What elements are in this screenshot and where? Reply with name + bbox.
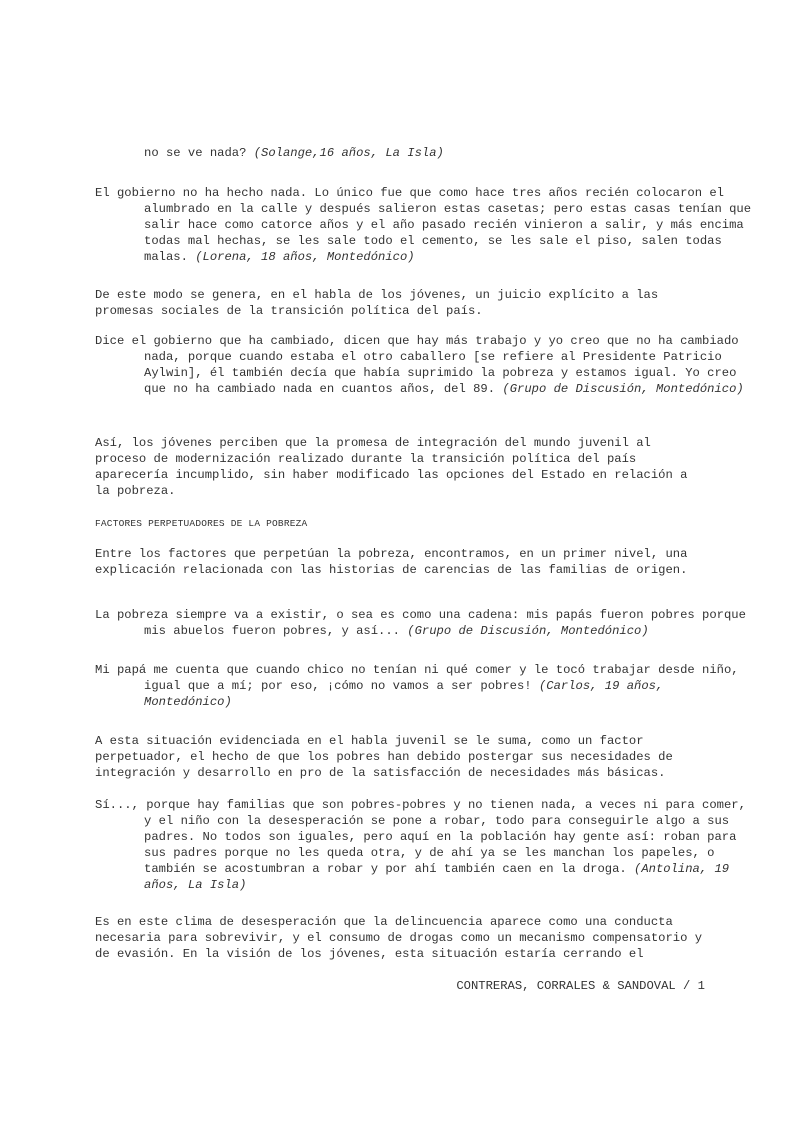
quote-text: Sí..., porque hay familias que son pobres-pobres y no tienen nada, a veces ni para comer, y el niño con la desesperación se pone a robar, todo para conseguirle algo a sus padres. No todos son iguales, pero aquí en la población hay gente así: roban para sus padres porque no les queda otra, y de ahí ya se les manchan los papeles, o también se acostumbran a robar y por ahí también caen en la droga. <box>95 798 746 876</box>
quote-source: (Grupo de Discusión, Montedónico) <box>502 382 744 396</box>
section-heading: FACTORES PERPETUADORES DE LA POBREZA <box>95 518 308 529</box>
paragraph-promesa-integracion: Así, los jóvenes perciben que la promesa de integración del mundo juvenil al proceso de modernización realizado durante la transición política del país aparecería incumplido, sin haber modificado las opciones del Estado en relación a la pobreza. <box>95 436 688 498</box>
paragraph-desesperacion: Es en este clima de desesperación que la delincuencia aparece como una conducta necesaria para sobrevivir, y el consumo de drogas como un mecanismo compensatorio y de evasión. En la visión de los jóvenes, esta situación estaría cerrando el <box>95 915 703 961</box>
quote-grupo-discusion-1 <box>95 333 756 397</box>
quote-source: (Solange,16 años, La Isla) <box>253 146 444 160</box>
quote-lorena <box>95 185 756 265</box>
quote-source: (Carlos, 19 años, Montedónico) <box>144 679 664 709</box>
quote-text: Mi papá me cuenta que cuando chico no tenían ni qué comer y le tocó trabajar desde niño, igual que a mí; por eso, ¡cómo no vamos a ser pobres! <box>95 663 739 693</box>
paragraph-juicio: De este modo se genera, en el habla de los jóvenes, un juicio explícito a las promesas sociales de la transición política del país. <box>95 288 659 318</box>
page-footer: CONTRERAS, CORRALES & SANDOVAL / 1 <box>456 979 705 993</box>
paragraph-perpetuador: A esta situación evidenciada en el habla juvenil se le suma, como un factor perpetuador, el hecho de que los pobres han debido postergar sus necesidades de integración y desarrollo en pro de la satisfacción de necesidades más básicas. <box>95 734 673 780</box>
quote-text: La pobreza siempre va a existir, o sea es como una cadena: mis papás fueron pobres porque mis abuelos fueron pobres, y así... <box>95 608 746 638</box>
quote-source: (Grupo de Discusión, Montedónico) <box>407 624 649 638</box>
quote-source: (Lorena, 18 años, Montedónico) <box>195 250 415 264</box>
quote-grupo-discusion-2 <box>95 607 756 639</box>
quote-carlos <box>95 662 756 710</box>
quote-antolina <box>95 797 756 893</box>
paragraph-factores: Entre los factores que perpetúan la pobreza, encontramos, en un primer nivel, una explicación relacionada con las historias de carencias de las familias de origen. <box>95 547 688 577</box>
quote-text: El gobierno no ha hecho nada. Lo único fue que como hace tres años recién colocaron el alumbrado en la calle y después salieron estas casetas; pero estas casas tenían que salir hace como catorce años y el año pasado recién vinieron a salir, y más encima todas mal hechas, se les sale todo el cemento, se les sale el piso, salen todas malas. <box>95 186 752 264</box>
quote-continuation <box>95 145 707 161</box>
quote-text: Dice el gobierno que ha cambiado, dicen que hay más trabajo y yo creo que no ha cambiado nada, porque cuando estaba el otro caballero [se refiere al Presidente Patricio Aylwin], él también decía que había suprimido la pobreza y estamos igual. Yo creo que no ha cambiado nada en cuantos años, del 89. <box>95 334 739 396</box>
quote-source: (Antolina, 19 años, La Isla) <box>144 862 730 892</box>
quote-text: no se ve nada? <box>144 146 254 160</box>
